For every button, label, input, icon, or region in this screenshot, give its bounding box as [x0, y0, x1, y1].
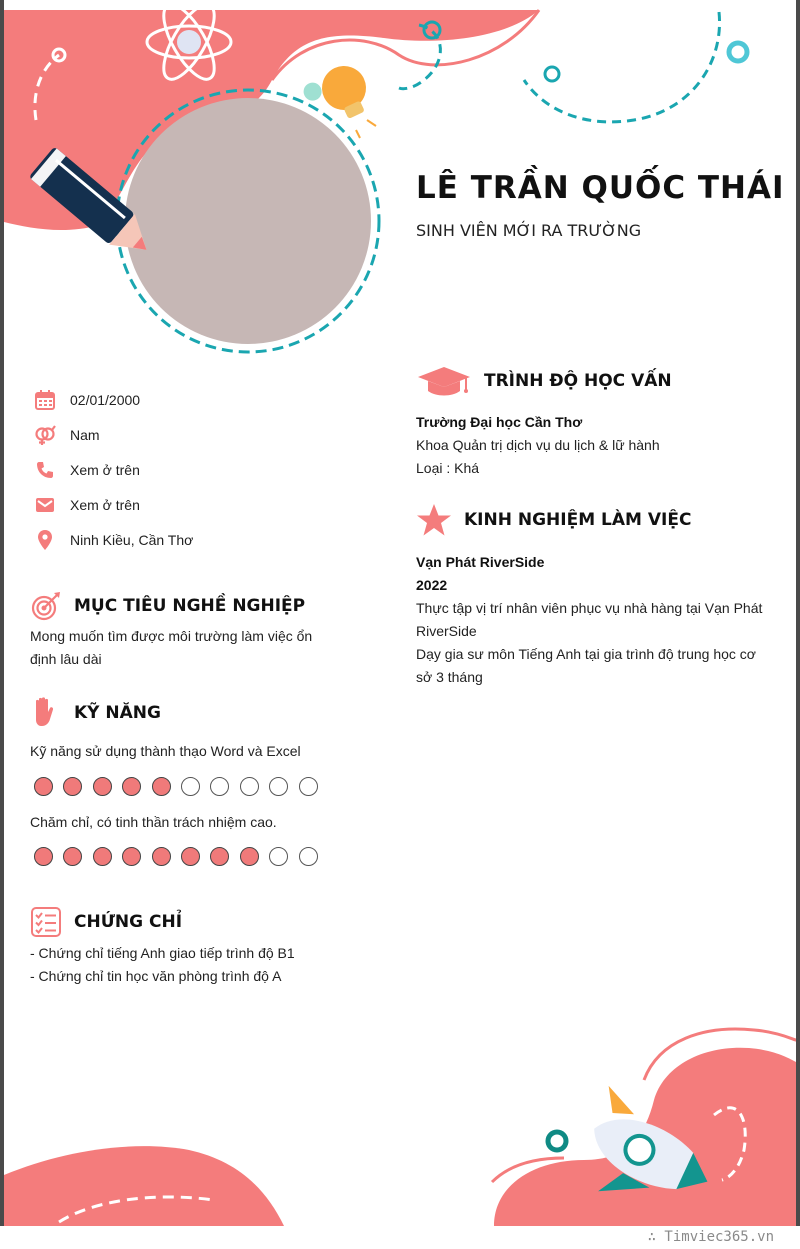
experience-desc-2-line-1: Dạy gia sư môn Tiếng Anh tại gia trình độ trung học cơ — [416, 646, 756, 662]
objective-heading — [30, 590, 305, 622]
rating-dot-filled — [34, 847, 53, 866]
bottom-left-blob — [4, 1146, 284, 1226]
rating-dot-filled — [93, 777, 112, 796]
experience-year: 2022 — [416, 577, 448, 593]
contact-address — [34, 529, 193, 551]
phone-text: Xem ở trên — [70, 462, 140, 478]
hand-icon — [30, 696, 62, 730]
rating-dot-empty — [299, 847, 318, 866]
rating-dot-empty — [269, 777, 288, 796]
rating-dot-filled — [93, 847, 112, 866]
contact-gender — [34, 424, 100, 446]
candidate-role: SINH VIÊN MỚI RA TRƯỜNG — [416, 221, 642, 240]
rating-dot-filled — [122, 847, 141, 866]
skill-2-name: Chăm chỉ, có tinh thần trách nhiệm cao. — [30, 814, 277, 830]
education-heading — [416, 363, 672, 399]
experience-desc-1-line-1: Thực tập vị trí nhân viên phục vụ nhà hàng tại Vạn Phát — [416, 600, 763, 616]
experience-heading — [416, 503, 691, 537]
certificates-title: CHỨNG CHỈ — [74, 912, 183, 932]
certificate-item: - Chứng chỉ tin học văn phòng trình độ A — [30, 968, 282, 984]
rating-dot-filled — [152, 847, 171, 866]
graduation-cap-icon — [416, 363, 472, 399]
footer-brand: ∴ Timviec365.vn — [647, 1229, 774, 1245]
email-text: Xem ở trên — [70, 497, 140, 513]
rating-dot-filled — [240, 847, 259, 866]
location-pin-icon — [34, 529, 56, 551]
skill-2-rating — [34, 847, 328, 866]
photo-placeholder — [125, 98, 371, 344]
rating-dot-empty — [240, 777, 259, 796]
rating-dot-filled — [34, 777, 53, 796]
skills-heading — [30, 696, 161, 730]
certificates-heading — [30, 906, 182, 938]
rating-dot-filled — [122, 777, 141, 796]
target-icon — [30, 590, 62, 622]
gender-text: Nam — [70, 427, 100, 443]
school-name: Trường Đại học Cần Thơ — [416, 414, 583, 430]
mail-icon — [34, 494, 56, 516]
objective-line-2: định lâu dài — [30, 651, 102, 667]
skill-1-name: Kỹ năng sử dụng thành thạo Word và Excel — [30, 743, 301, 759]
rating-dot-empty — [269, 847, 288, 866]
certificates-list — [30, 942, 295, 988]
skills-title: KỸ NĂNG — [74, 703, 161, 723]
rating-dot-empty — [210, 777, 229, 796]
calendar-icon — [34, 389, 56, 411]
contact-phone — [34, 459, 140, 481]
footer-bar — [0, 1226, 800, 1249]
star-icon — [416, 503, 452, 537]
grade-text: Loại : Khá — [416, 460, 480, 476]
birthday-text: 02/01/2000 — [70, 392, 141, 408]
objective-body — [30, 625, 350, 671]
rating-dot-empty — [299, 777, 318, 796]
faculty-name: Khoa Quản trị dịch vụ du lịch & lữ hành — [416, 437, 660, 453]
cv-page — [4, 0, 796, 1226]
experience-title: KINH NGHIỆM LÀM VIỆC — [464, 510, 692, 530]
gender-icon — [34, 424, 56, 446]
contact-birthday — [34, 389, 140, 411]
rating-dot-filled — [63, 777, 82, 796]
rating-dot-filled — [152, 777, 171, 796]
education-title: TRÌNH ĐỘ HỌC VẤN — [484, 371, 672, 391]
rating-dot-filled — [181, 847, 200, 866]
objective-title: MỤC TIÊU NGHỀ NGHIỆP — [74, 596, 306, 616]
address-text: Ninh Kiều, Cần Thơ — [70, 532, 194, 548]
rating-dot-empty — [181, 777, 200, 796]
education-body — [416, 411, 660, 480]
rating-dot-filled — [210, 847, 229, 866]
skill-1-rating — [34, 777, 328, 796]
checklist-icon — [30, 906, 62, 938]
company-name: Vạn Phát RiverSide — [416, 554, 545, 570]
contact-email — [34, 494, 140, 516]
objective-line-1: Mong muốn tìm được môi trường làm việc ổn — [30, 628, 313, 644]
experience-desc-1-line-2: RiverSide — [416, 623, 477, 639]
experience-desc-2-line-2: sở 3 tháng — [416, 669, 483, 685]
phone-icon — [34, 459, 56, 481]
candidate-name: LÊ TRẦN QUỐC THÁI — [416, 170, 785, 206]
experience-body — [416, 551, 774, 689]
certificate-item: - Chứng chỉ tiếng Anh giao tiếp trình độ B1 — [30, 945, 295, 961]
rating-dot-filled — [63, 847, 82, 866]
